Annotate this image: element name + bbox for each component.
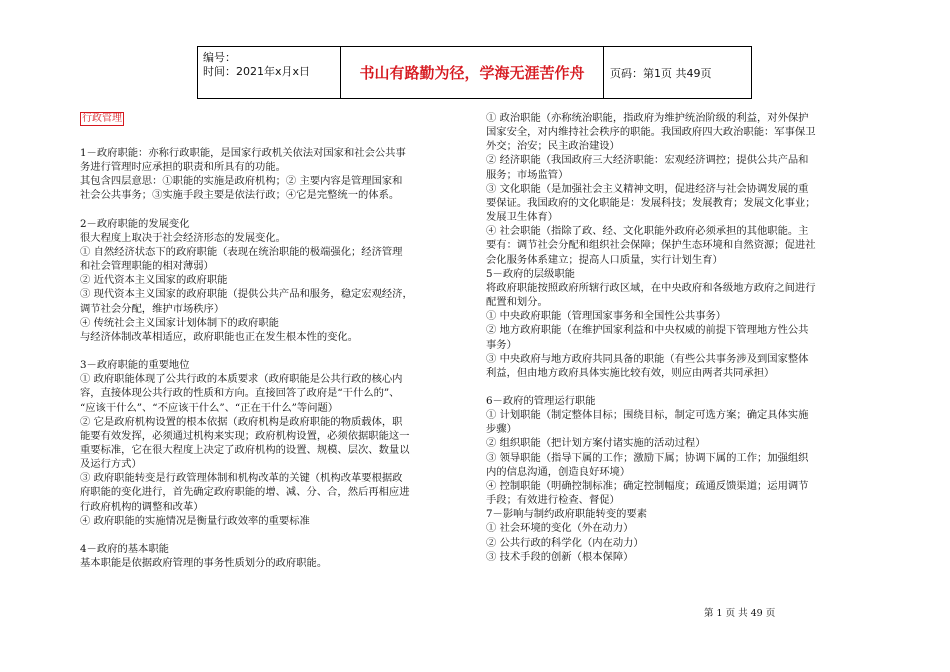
left-column [80,111,470,570]
text-line: ② 它是政府机构设置的根本依据（政府机构是政府职能的物质载体，职 [80,415,403,428]
text-line: 事务） [486,338,517,351]
text-line: “应该干什么”、“不应该干什么”、“正在干什么”等问题） [80,401,339,414]
text-line: 社会公共事务；③实施手段主要是依法行政；④它是完整统一的体系。 [80,189,400,202]
page-footer: 第 1 页 共 49 页 [704,608,776,619]
text-line: 务进行管理时应承担的职责和所具有的功能。 [80,161,286,174]
text-line: ② 公共行政的科学化（内在动力） [486,536,644,549]
text-line: 4－政府的基本职能 [80,542,169,555]
text-line: ② 组织职能（把计划方案付诸实施的活动过程） [486,437,706,450]
paragraph-gap [80,203,470,217]
text-line: ② 经济职能（我国政府三大经济职能：宏观经济调控；提供公共产品和 [486,154,809,167]
text-line: 7－影响与制约政府职能转变的要素 [486,508,648,521]
motto: 书山有路勤为径，学海无涯苦作舟 [341,47,604,98]
header-info-cell [198,47,341,98]
text-line: 利益，但由地方政府具体实施比较有效，则应由两者共同承担） [486,366,775,379]
page-label: 页码：第1页 共49页 [610,66,712,80]
text-line: 配置和划分。 [486,296,548,309]
text-line: 2－政府职能的发展变化 [80,217,190,230]
text-line: 要有：调节社会分配和组织社会保障；保护生态环境和自然资源；促进社 [486,239,816,252]
text-line: 3－政府职能的重要地位 [80,359,190,372]
text-line: 将政府职能按照政府所辖行政区域，在中央政府和各级地方政府之间进行 [486,281,816,294]
text-line: 其包含四层意思：①职能的实施是政府机构；② 主要内容是管理国家和 [80,175,403,188]
paragraph-gap [80,344,470,358]
text-line: 重要标准，它在很大程度上决定了政府机构的设置、规模、层次、数量以 [80,443,410,456]
text-line: ③ 文化职能（是加强社会主义精神文明，促进经济与社会协调发展的重 [486,182,809,195]
text-line: 国家安全，对内维持社会秩序的职能。我国政府四大政治职能：军事保卫 [486,126,816,139]
text-line: ③ 现代资本主义国家的政府职能（提供公共产品和服务，稳定宏观经济， [80,288,413,301]
text-line: 内的信息沟通，创造良好环境） [486,465,631,478]
right-column [486,111,876,564]
header-table [197,46,752,99]
text-line: 要保证。我国政府的文化职能是：发展科技；发展教育；发展文化事业； [486,196,816,209]
text-line: ③ 领导职能（指导下属的工作；激励下属；协调下属的工作；加强组织 [486,451,809,464]
text-line: 发展卫生体育） [486,211,559,224]
text-line: 会化服务体系建立；提高人口质量，实行计划生育） [486,253,723,266]
text-line: ① 政府职能体现了公共行政的本质要求（政府职能是公共行政的核心内 [80,373,403,386]
text-line: 与经济体制改革相适应，政府职能也正在发生根本性的变化。 [80,330,359,343]
text-line: 步骤） [486,423,517,436]
section-tag: 行政管理 [82,113,122,124]
text-line: 及运行方式） [80,458,142,471]
text-line: 容，直接体现公共行政的性质和方向。直接回答了政府是“干什么的”、 [80,387,400,400]
text-line: 1－政府职能：亦称行政职能，是国家行政机关依法对国家和社会公共事 [80,147,406,159]
text-line: ① 中央政府职能（管理国家事务和全国性公共事务） [486,310,727,323]
text-line: ① 自然经济状态下的政府职能（表现在统治职能的极端强化；经济管理 [80,245,403,258]
paragraph-gap [80,132,470,146]
text-line: 手段；有效进行检查、督促） [486,494,620,507]
text-line: ④ 控制职能（明确控制标准；确定控制幅度；疏通反馈渠道；运用调节 [486,479,809,492]
text-line: ① 计划职能（制定整体目标；围绕目标，制定可选方案；确定具体实施 [486,409,809,422]
text-line: ③ 技术手段的创新（根本保障） [486,550,634,563]
text-line: ② 地方政府职能（在维护国家利益和中央权威的前提下管理地方性公共 [486,324,809,337]
text-line: 府职能的变化进行，首先确定政府职能的增、减、分、合，然后再相应进 [80,486,410,499]
text-line: ④ 传统社会主义国家计划体制下的政府职能 [80,316,279,329]
text-line: ③ 政府职能转变是行政管理体制和机构改革的关键（机构改革要根据政 [80,472,403,485]
text-line: 很大程度上取决于社会经济形态的发展变化。 [80,231,286,244]
text-line: ④ 政府职能的实施情况是衡量行政效率的重要标准 [80,514,310,527]
text-line: 调节社会分配，维护市场秩序） [80,302,225,315]
text-line: 5－政府的层级职能 [486,267,575,280]
text-line: 行政府机构的调整和改革） [80,500,204,513]
text-line: ① 社会环境的变化（外在动力） [486,522,634,535]
text-line: ④ 社会职能（指除了政、经、文化职能外政府必须承担的其他职能。主 [486,225,809,238]
text-line: 外交；治安；民主政治建设） [486,140,620,153]
text-line: 基本职能是依据政府管理的事务性质划分的政府职能。 [80,557,328,570]
number-label: 编号： [203,51,236,64]
paragraph-gap [80,528,470,542]
text-line: 能要有效发挥，必须通过机构来实现；政府机构设置，必须依据职能这一 [80,429,410,442]
text-line: ③ 中央政府与地方政府共同具备的职能（有些公共事务涉及到国家整体 [486,352,809,365]
text-line: ② 近代资本主义国家的政府职能 [80,274,228,287]
text-line: 6－政府的管理运行职能 [486,394,596,407]
text-line: 服务；市场监管） [486,168,569,181]
text-line: 和社会管理职能的相对薄弱） [80,260,214,273]
time-label: 时间：2021年x月x日 [203,65,311,78]
paragraph-gap [486,380,876,394]
text-line: ① 政治职能（亦称统治职能，指政府为维护统治阶级的利益，对外保护 [486,112,809,124]
